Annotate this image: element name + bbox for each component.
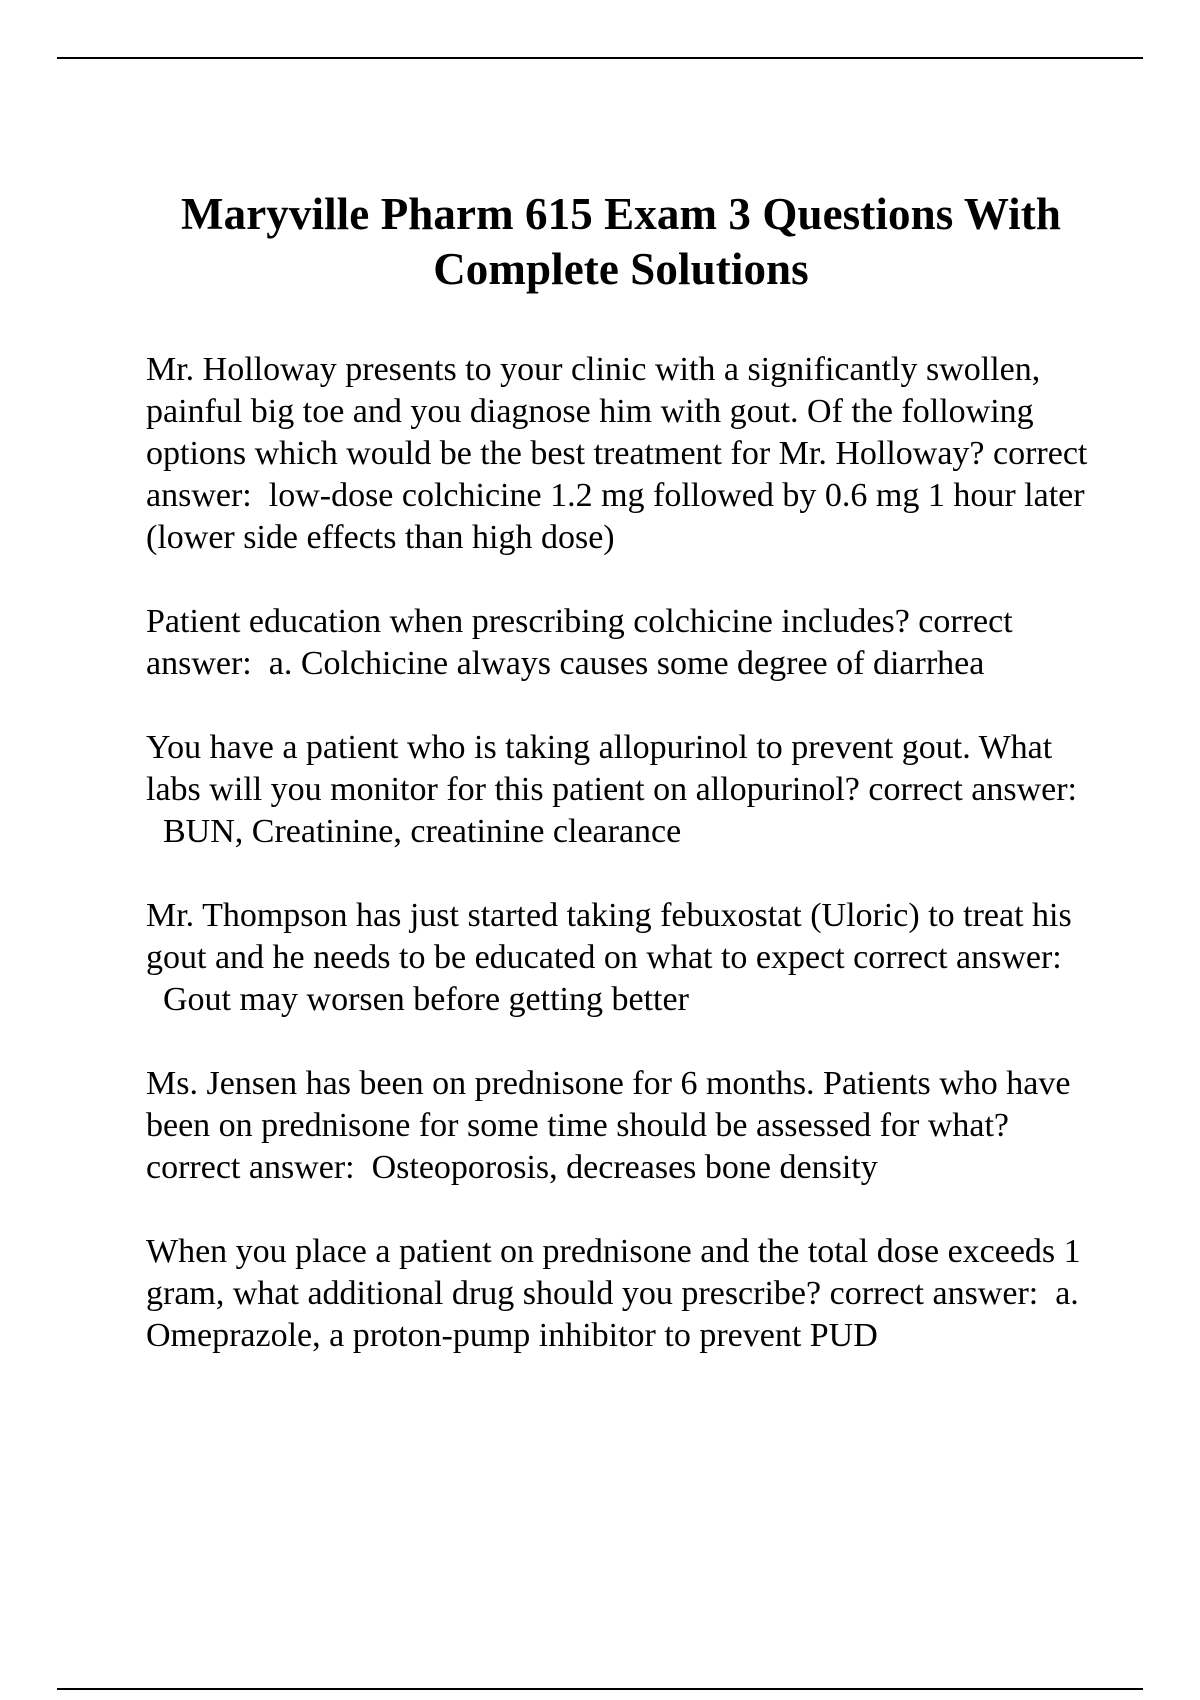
question-text: Mr. Holloway presents to your clinic with a significantly swollen, painful big toe and you diagnose him with gout. Of the following options which would be the best treatment for Mr. Holloway? [146,351,1041,472]
qa-item-4 [146,895,1096,1021]
question-text: Mr. Thompson has just started taking febuxostat (Uloric) to treat his gout and he needs to be educated on what to expect [146,897,1072,976]
question-text: Ms. Jensen has been on prednisone for 6 months. Patients who have been on prednisone for some time should be assessed for what? [146,1065,1071,1144]
qa-item-3 [146,727,1096,853]
answer-text: Gout may worsen before getting better [163,981,689,1018]
question-text: Patient education when prescribing colchicine includes? [146,603,910,640]
qa-list [146,349,1096,1357]
answer-text: Osteoporosis, decreases bone density [371,1149,878,1186]
document-page [146,187,1096,1399]
answer-label: correct answer: [146,1149,355,1186]
qa-item-5 [146,1063,1096,1189]
answer-text: BUN, Creatinine, creatinine clearance [163,813,682,850]
answer-label: correct answer: [146,435,1088,514]
qa-item-6 [146,1231,1096,1357]
qa-item-2 [146,601,1096,685]
header-rule [57,57,1143,59]
answer-text: low-dose colchicine 1.2 mg followed by 0.6 mg 1 hour later (lower side effects than high dose) [146,477,1085,556]
qa-item-1 [146,349,1096,559]
document-title: Maryville Pharm 615 Exam 3 Questions With Complete Solutions [181,189,1061,294]
answer-text: a. Omeprazole, a proton-pump inhibitor to prevent PUD [146,1275,1079,1354]
footer-rule [57,1688,1143,1690]
answer-label: correct answer: [853,939,1062,976]
answer-text: a. Colchicine always causes some degree of diarrhea [268,645,985,682]
answer-label: correct answer: [868,771,1078,808]
answer-label: correct answer: [146,603,1013,682]
question-text: When you place a patient on prednisone and the total dose exceeds 1 gram, what additional drug should you prescribe? [146,1233,1081,1312]
answer-label: correct answer: [829,1275,1039,1312]
question-text: You have a patient who is taking allopurinol to prevent gout. What labs will you monitor for this patient on allopurinol? [146,729,1053,808]
